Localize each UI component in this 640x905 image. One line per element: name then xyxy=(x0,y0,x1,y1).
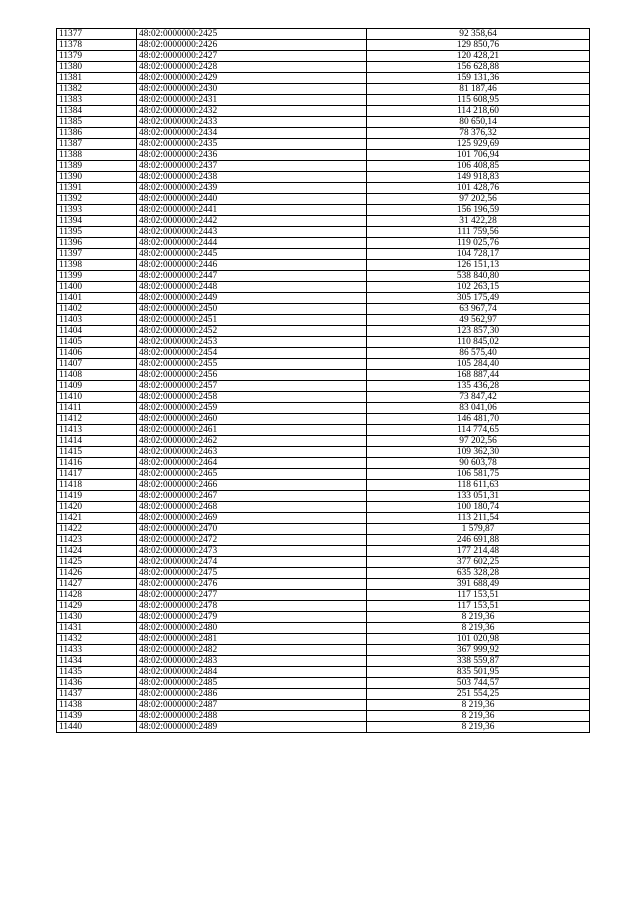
cadastral-value-cell: 117 153,51 xyxy=(367,601,590,612)
cadastral-value-cell: 110 845,02 xyxy=(367,337,590,348)
table-row xyxy=(57,634,590,645)
table-row xyxy=(57,117,590,128)
cadastral-value-cell: 63 967,74 xyxy=(367,304,590,315)
row-number-cell: 11440 xyxy=(57,722,137,733)
cadastral-number-cell: 48:02:0000000:2454 xyxy=(137,348,367,359)
cadastral-value-cell: 8 219,36 xyxy=(367,700,590,711)
table-row xyxy=(57,205,590,216)
row-number-cell: 11434 xyxy=(57,656,137,667)
table-row xyxy=(57,282,590,293)
table-row xyxy=(57,172,590,183)
table-row xyxy=(57,678,590,689)
cadastral-number-cell: 48:02:0000000:2481 xyxy=(137,634,367,645)
table-row xyxy=(57,436,590,447)
cadastral-value-cell: 73 847,42 xyxy=(367,392,590,403)
table-row xyxy=(57,601,590,612)
row-number-cell: 11421 xyxy=(57,513,137,524)
cadastral-number-cell: 48:02:0000000:2443 xyxy=(137,227,367,238)
cadastral-number-cell: 48:02:0000000:2435 xyxy=(137,139,367,150)
cadastral-value-cell: 100 180,74 xyxy=(367,502,590,513)
cadastral-value-cell: 1 579,87 xyxy=(367,524,590,535)
cadastral-value-cell: 538 840,80 xyxy=(367,271,590,282)
row-number-cell: 11393 xyxy=(57,205,137,216)
row-number-cell: 11428 xyxy=(57,590,137,601)
cadastral-value-cell: 135 436,28 xyxy=(367,381,590,392)
cadastral-value-cell: 97 202,56 xyxy=(367,194,590,205)
table-row xyxy=(57,568,590,579)
row-number-cell: 11422 xyxy=(57,524,137,535)
table-row xyxy=(57,326,590,337)
cadastral-number-cell: 48:02:0000000:2431 xyxy=(137,95,367,106)
cadastral-number-cell: 48:02:0000000:2428 xyxy=(137,62,367,73)
row-number-cell: 11435 xyxy=(57,667,137,678)
cadastral-value-cell: 367 999,92 xyxy=(367,645,590,656)
cadastral-number-cell: 48:02:0000000:2488 xyxy=(137,711,367,722)
cadastral-value-cell: 101 706,94 xyxy=(367,150,590,161)
row-number-cell: 11407 xyxy=(57,359,137,370)
cadastral-value-cell: 101 428,76 xyxy=(367,183,590,194)
cadastral-value-cell: 126 151,13 xyxy=(367,260,590,271)
cadastral-number-cell: 48:02:0000000:2460 xyxy=(137,414,367,425)
row-number-cell: 11437 xyxy=(57,689,137,700)
table-row xyxy=(57,557,590,568)
cadastral-value-cell: 104 728,17 xyxy=(367,249,590,260)
cadastral-number-cell: 48:02:0000000:2480 xyxy=(137,623,367,634)
cadastral-number-cell: 48:02:0000000:2484 xyxy=(137,667,367,678)
row-number-cell: 11426 xyxy=(57,568,137,579)
table-row xyxy=(57,546,590,557)
cadastral-value-table xyxy=(56,28,590,733)
table-row xyxy=(57,480,590,491)
cadastral-value-cell: 377 602,25 xyxy=(367,557,590,568)
table-row xyxy=(57,623,590,634)
table-row xyxy=(57,293,590,304)
cadastral-value-cell: 120 428,21 xyxy=(367,51,590,62)
row-number-cell: 11419 xyxy=(57,491,137,502)
cadastral-number-cell: 48:02:0000000:2436 xyxy=(137,150,367,161)
cadastral-value-cell: 78 376,32 xyxy=(367,128,590,139)
cadastral-number-cell: 48:02:0000000:2430 xyxy=(137,84,367,95)
cadastral-number-cell: 48:02:0000000:2439 xyxy=(137,183,367,194)
row-number-cell: 11405 xyxy=(57,337,137,348)
cadastral-value-cell: 119 025,76 xyxy=(367,238,590,249)
cadastral-value-cell: 8 219,36 xyxy=(367,722,590,733)
cadastral-number-cell: 48:02:0000000:2487 xyxy=(137,700,367,711)
cadastral-number-cell: 48:02:0000000:2478 xyxy=(137,601,367,612)
row-number-cell: 11391 xyxy=(57,183,137,194)
row-number-cell: 11436 xyxy=(57,678,137,689)
cadastral-number-cell: 48:02:0000000:2475 xyxy=(137,568,367,579)
cadastral-value-cell: 109 362,30 xyxy=(367,447,590,458)
cadastral-value-cell: 49 562,97 xyxy=(367,315,590,326)
table-row xyxy=(57,711,590,722)
table-row xyxy=(57,535,590,546)
cadastral-number-cell: 48:02:0000000:2462 xyxy=(137,436,367,447)
row-number-cell: 11412 xyxy=(57,414,137,425)
cadastral-value-cell: 118 611,63 xyxy=(367,480,590,491)
table-row xyxy=(57,271,590,282)
table-row xyxy=(57,73,590,84)
row-number-cell: 11390 xyxy=(57,172,137,183)
table-row xyxy=(57,337,590,348)
table-row xyxy=(57,403,590,414)
cadastral-number-cell: 48:02:0000000:2473 xyxy=(137,546,367,557)
cadastral-number-cell: 48:02:0000000:2485 xyxy=(137,678,367,689)
cadastral-value-cell: 8 219,36 xyxy=(367,612,590,623)
row-number-cell: 11430 xyxy=(57,612,137,623)
table-row xyxy=(57,458,590,469)
cadastral-number-cell: 48:02:0000000:2457 xyxy=(137,381,367,392)
cadastral-number-cell: 48:02:0000000:2449 xyxy=(137,293,367,304)
row-number-cell: 11397 xyxy=(57,249,137,260)
cadastral-number-cell: 48:02:0000000:2450 xyxy=(137,304,367,315)
cadastral-value-cell: 177 214,48 xyxy=(367,546,590,557)
table-row xyxy=(57,359,590,370)
cadastral-number-cell: 48:02:0000000:2445 xyxy=(137,249,367,260)
cadastral-value-cell: 146 481,70 xyxy=(367,414,590,425)
table-row xyxy=(57,128,590,139)
row-number-cell: 11408 xyxy=(57,370,137,381)
cadastral-value-cell: 92 358,64 xyxy=(367,29,590,40)
row-number-cell: 11427 xyxy=(57,579,137,590)
table-row xyxy=(57,381,590,392)
row-number-cell: 11382 xyxy=(57,84,137,95)
table-row xyxy=(57,524,590,535)
table-row xyxy=(57,645,590,656)
row-number-cell: 11433 xyxy=(57,645,137,656)
table-row xyxy=(57,249,590,260)
row-number-cell: 11409 xyxy=(57,381,137,392)
row-number-cell: 11398 xyxy=(57,260,137,271)
row-number-cell: 11377 xyxy=(57,29,137,40)
cadastral-number-cell: 48:02:0000000:2466 xyxy=(137,480,367,491)
table-row xyxy=(57,95,590,106)
cadastral-value-cell: 159 131,36 xyxy=(367,73,590,84)
cadastral-number-cell: 48:02:0000000:2464 xyxy=(137,458,367,469)
cadastral-value-cell: 117 153,51 xyxy=(367,590,590,601)
cadastral-number-cell: 48:02:0000000:2438 xyxy=(137,172,367,183)
row-number-cell: 11401 xyxy=(57,293,137,304)
table-body xyxy=(57,29,590,733)
cadastral-number-cell: 48:02:0000000:2463 xyxy=(137,447,367,458)
cadastral-value-cell: 133 051,31 xyxy=(367,491,590,502)
cadastral-number-cell: 48:02:0000000:2468 xyxy=(137,502,367,513)
row-number-cell: 11404 xyxy=(57,326,137,337)
cadastral-value-cell: 83 041,06 xyxy=(367,403,590,414)
row-number-cell: 11418 xyxy=(57,480,137,491)
row-number-cell: 11410 xyxy=(57,392,137,403)
row-number-cell: 11383 xyxy=(57,95,137,106)
cadastral-value-cell: 114 774,65 xyxy=(367,425,590,436)
table-row xyxy=(57,260,590,271)
cadastral-number-cell: 48:02:0000000:2444 xyxy=(137,238,367,249)
cadastral-number-cell: 48:02:0000000:2427 xyxy=(137,51,367,62)
row-number-cell: 11429 xyxy=(57,601,137,612)
cadastral-number-cell: 48:02:0000000:2483 xyxy=(137,656,367,667)
table-row xyxy=(57,183,590,194)
table-row xyxy=(57,40,590,51)
row-number-cell: 11413 xyxy=(57,425,137,436)
cadastral-number-cell: 48:02:0000000:2486 xyxy=(137,689,367,700)
row-number-cell: 11416 xyxy=(57,458,137,469)
row-number-cell: 11439 xyxy=(57,711,137,722)
cadastral-number-cell: 48:02:0000000:2441 xyxy=(137,205,367,216)
table-row xyxy=(57,370,590,381)
row-number-cell: 11414 xyxy=(57,436,137,447)
row-number-cell: 11385 xyxy=(57,117,137,128)
table-row xyxy=(57,29,590,40)
cadastral-number-cell: 48:02:0000000:2433 xyxy=(137,117,367,128)
cadastral-number-cell: 48:02:0000000:2437 xyxy=(137,161,367,172)
table-row xyxy=(57,700,590,711)
cadastral-value-cell: 8 219,36 xyxy=(367,711,590,722)
row-number-cell: 11379 xyxy=(57,51,137,62)
cadastral-number-cell: 48:02:0000000:2474 xyxy=(137,557,367,568)
table-row xyxy=(57,304,590,315)
table-row xyxy=(57,62,590,73)
cadastral-value-cell: 113 211,54 xyxy=(367,513,590,524)
cadastral-value-cell: 31 422,28 xyxy=(367,216,590,227)
row-number-cell: 11380 xyxy=(57,62,137,73)
cadastral-value-cell: 106 408,85 xyxy=(367,161,590,172)
cadastral-number-cell: 48:02:0000000:2440 xyxy=(137,194,367,205)
cadastral-value-cell: 156 628,88 xyxy=(367,62,590,73)
row-number-cell: 11411 xyxy=(57,403,137,414)
cadastral-number-cell: 48:02:0000000:2455 xyxy=(137,359,367,370)
cadastral-value-cell: 111 759,56 xyxy=(367,227,590,238)
cadastral-number-cell: 48:02:0000000:2459 xyxy=(137,403,367,414)
table-row xyxy=(57,667,590,678)
cadastral-value-cell: 503 744,57 xyxy=(367,678,590,689)
cadastral-value-cell: 149 918,83 xyxy=(367,172,590,183)
table-row xyxy=(57,425,590,436)
cadastral-value-cell: 156 196,59 xyxy=(367,205,590,216)
table-row xyxy=(57,722,590,733)
row-number-cell: 11417 xyxy=(57,469,137,480)
cadastral-value-cell: 123 857,30 xyxy=(367,326,590,337)
row-number-cell: 11389 xyxy=(57,161,137,172)
cadastral-number-cell: 48:02:0000000:2470 xyxy=(137,524,367,535)
row-number-cell: 11387 xyxy=(57,139,137,150)
row-number-cell: 11420 xyxy=(57,502,137,513)
table-row xyxy=(57,315,590,326)
row-number-cell: 11402 xyxy=(57,304,137,315)
cadastral-number-cell: 48:02:0000000:2465 xyxy=(137,469,367,480)
table-row xyxy=(57,227,590,238)
table-row xyxy=(57,502,590,513)
row-number-cell: 11392 xyxy=(57,194,137,205)
cadastral-number-cell: 48:02:0000000:2432 xyxy=(137,106,367,117)
row-number-cell: 11378 xyxy=(57,40,137,51)
cadastral-number-cell: 48:02:0000000:2479 xyxy=(137,612,367,623)
cadastral-number-cell: 48:02:0000000:2442 xyxy=(137,216,367,227)
table-row xyxy=(57,150,590,161)
cadastral-value-cell: 105 284,40 xyxy=(367,359,590,370)
cadastral-value-cell: 86 575,40 xyxy=(367,348,590,359)
row-number-cell: 11394 xyxy=(57,216,137,227)
table-row xyxy=(57,348,590,359)
cadastral-value-cell: 90 603,78 xyxy=(367,458,590,469)
cadastral-value-cell: 102 263,15 xyxy=(367,282,590,293)
cadastral-number-cell: 48:02:0000000:2482 xyxy=(137,645,367,656)
cadastral-value-cell: 305 175,49 xyxy=(367,293,590,304)
cadastral-value-cell: 129 850,76 xyxy=(367,40,590,51)
table-row xyxy=(57,579,590,590)
row-number-cell: 11400 xyxy=(57,282,137,293)
table-row xyxy=(57,238,590,249)
cadastral-value-cell: 246 691,88 xyxy=(367,535,590,546)
cadastral-number-cell: 48:02:0000000:2453 xyxy=(137,337,367,348)
cadastral-value-cell: 81 187,46 xyxy=(367,84,590,95)
cadastral-number-cell: 48:02:0000000:2426 xyxy=(137,40,367,51)
row-number-cell: 11438 xyxy=(57,700,137,711)
cadastral-number-cell: 48:02:0000000:2467 xyxy=(137,491,367,502)
table-row xyxy=(57,469,590,480)
row-number-cell: 11432 xyxy=(57,634,137,645)
table-row xyxy=(57,216,590,227)
cadastral-value-cell: 114 218,60 xyxy=(367,106,590,117)
cadastral-number-cell: 48:02:0000000:2477 xyxy=(137,590,367,601)
table-row xyxy=(57,161,590,172)
cadastral-value-cell: 101 020,98 xyxy=(367,634,590,645)
table-row xyxy=(57,51,590,62)
cadastral-value-cell: 125 929,69 xyxy=(367,139,590,150)
cadastral-value-cell: 8 219,36 xyxy=(367,623,590,634)
row-number-cell: 11423 xyxy=(57,535,137,546)
cadastral-number-cell: 48:02:0000000:2458 xyxy=(137,392,367,403)
row-number-cell: 11431 xyxy=(57,623,137,634)
row-number-cell: 11406 xyxy=(57,348,137,359)
table-row xyxy=(57,656,590,667)
table-row xyxy=(57,194,590,205)
cadastral-value-cell: 835 501,95 xyxy=(367,667,590,678)
table-row xyxy=(57,491,590,502)
table-row xyxy=(57,414,590,425)
table-row xyxy=(57,590,590,601)
table-row xyxy=(57,106,590,117)
cadastral-value-cell: 97 202,56 xyxy=(367,436,590,447)
cadastral-value-cell: 115 608,95 xyxy=(367,95,590,106)
cadastral-number-cell: 48:02:0000000:2476 xyxy=(137,579,367,590)
cadastral-number-cell: 48:02:0000000:2448 xyxy=(137,282,367,293)
row-number-cell: 11381 xyxy=(57,73,137,84)
cadastral-number-cell: 48:02:0000000:2456 xyxy=(137,370,367,381)
row-number-cell: 11425 xyxy=(57,557,137,568)
cadastral-number-cell: 48:02:0000000:2429 xyxy=(137,73,367,84)
cadastral-value-cell: 635 328,28 xyxy=(367,568,590,579)
cadastral-number-cell: 48:02:0000000:2447 xyxy=(137,271,367,282)
cadastral-number-cell: 48:02:0000000:2425 xyxy=(137,29,367,40)
cadastral-value-cell: 338 559,87 xyxy=(367,656,590,667)
table-row xyxy=(57,447,590,458)
row-number-cell: 11424 xyxy=(57,546,137,557)
table-row xyxy=(57,392,590,403)
row-number-cell: 11395 xyxy=(57,227,137,238)
cadastral-value-cell: 391 688,49 xyxy=(367,579,590,590)
table-row xyxy=(57,139,590,150)
cadastral-number-cell: 48:02:0000000:2452 xyxy=(137,326,367,337)
row-number-cell: 11396 xyxy=(57,238,137,249)
table-row xyxy=(57,84,590,95)
row-number-cell: 11403 xyxy=(57,315,137,326)
cadastral-number-cell: 48:02:0000000:2446 xyxy=(137,260,367,271)
cadastral-number-cell: 48:02:0000000:2489 xyxy=(137,722,367,733)
table-row xyxy=(57,513,590,524)
cadastral-value-cell: 168 887,44 xyxy=(367,370,590,381)
cadastral-value-cell: 251 554,25 xyxy=(367,689,590,700)
cadastral-number-cell: 48:02:0000000:2461 xyxy=(137,425,367,436)
table-row xyxy=(57,689,590,700)
cadastral-number-cell: 48:02:0000000:2434 xyxy=(137,128,367,139)
row-number-cell: 11415 xyxy=(57,447,137,458)
row-number-cell: 11388 xyxy=(57,150,137,161)
row-number-cell: 11386 xyxy=(57,128,137,139)
cadastral-value-cell: 80 650,14 xyxy=(367,117,590,128)
cadastral-value-cell: 106 581,75 xyxy=(367,469,590,480)
cadastral-number-cell: 48:02:0000000:2451 xyxy=(137,315,367,326)
row-number-cell: 11399 xyxy=(57,271,137,282)
row-number-cell: 11384 xyxy=(57,106,137,117)
table-row xyxy=(57,612,590,623)
cadastral-number-cell: 48:02:0000000:2472 xyxy=(137,535,367,546)
cadastral-number-cell: 48:02:0000000:2469 xyxy=(137,513,367,524)
